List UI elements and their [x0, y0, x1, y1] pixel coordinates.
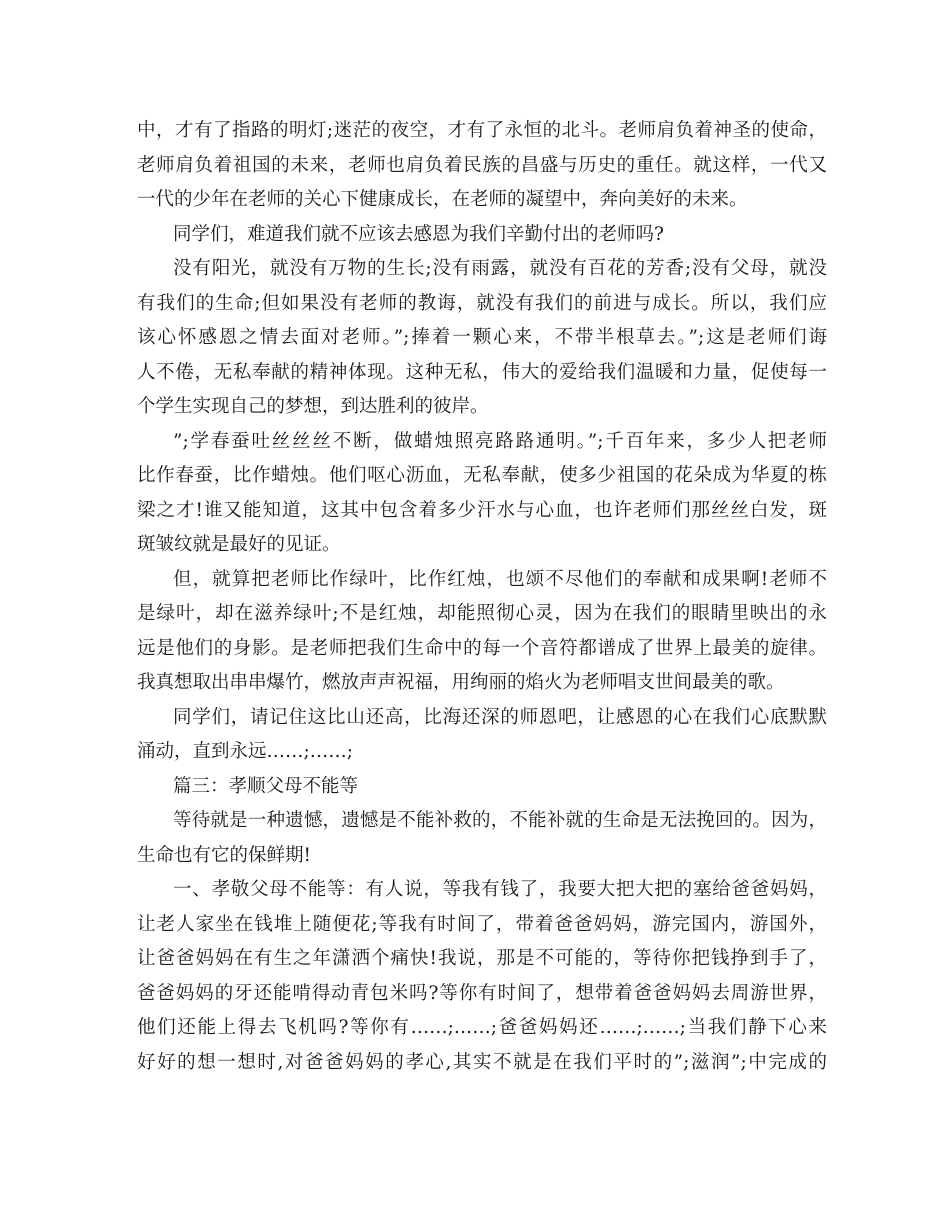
text-line: 让爸爸妈妈在有生之年潇洒个痛快!我说，那是不可能的，等待你把钱挣到手了， [137, 948, 827, 969]
text-line: 爸爸妈妈的牙还能啃得动青包米吗?等你有时间了，想带着爸爸妈妈去周游世界， [137, 982, 827, 1004]
text-line: 有我们的生命;但如果没有老师的教诲，就没有我们的前进与成长。所以，我们应 [137, 292, 827, 314]
text-line: 比作春蚕，比作蜡烛。他们呕心沥血，无私奉献，使多少祖国的花朵成为华夏的栋 [137, 465, 827, 486]
paragraph [137, 114, 827, 218]
text-line: 让老人家坐在钱堆上随便花;等我有时间了，带着爸爸妈妈，游完国内，游国外， [137, 913, 827, 935]
paragraph [137, 252, 827, 425]
paragraph [137, 218, 827, 253]
paragraph [137, 425, 827, 563]
paragraph [137, 804, 827, 873]
text-line: 没有阳光，就没有万物的生长;没有雨露，就没有百花的芳香;没有父母，就没 [173, 258, 827, 279]
text-line: 涌动，直到永远……;……; [137, 741, 353, 762]
text-line: 篇三：孝顺父母不能等 [173, 775, 359, 797]
text-line: 老师肩负着祖国的未来，老师也肩负着民族的昌盛与历史的重任。就这样，一代又 [137, 154, 827, 176]
paragraph [137, 873, 827, 1080]
text-line: 同学们，请记住这比山还高，比海还深的师恩吧，让感恩的心在我们心底默默 [173, 706, 827, 728]
text-line: 梁之才!谁又能知道，这其中包含着多少汗水与心血，也许老师们那丝丝白发，斑 [137, 499, 827, 521]
text-line: 该心怀感恩之情去面对老师。”;捧着一颗心来，不带半根草去。”;这是老师们诲 [137, 327, 827, 348]
text-line: ”;学春蚕吐丝丝丝不断，做蜡烛照亮路路通明。”;千百年来，多少人把老师 [173, 430, 827, 452]
text-line: 是绿叶，却在滋养绿叶;不是红烛，却能照彻心灵，因为在我们的眼睛里映出的永 [137, 603, 827, 624]
text-line: 但，就算把老师比作绿叶，比作红烛，也颂不尽他们的奉献和成果啊!老师不 [173, 568, 827, 590]
document-body [137, 114, 827, 1080]
text-line: 一代的少年在老师的关心下健康成长，在老师的凝望中，奔向美好的未来。 [137, 189, 748, 210]
text-line: 我真想取出串串爆竹，燃放声声祝福，用绚丽的焰火为老师唱支世间最美的歌。 [137, 672, 785, 693]
text-line: 人不倦，无私奉献的精神体现。这种无私，伟大的爱给我们温暖和力量，促使每一 [137, 361, 827, 383]
text-line: 生命也有它的保鲜期! [137, 844, 311, 866]
paragraph [137, 770, 827, 805]
text-line: 等待就是一种遗憾，遗憾是不能补救的，不能补就的生命是无法挽回的。因为， [173, 810, 827, 831]
paragraph [137, 701, 827, 770]
text-line: 同学们，难道我们就不应该去感恩为我们辛勤付出的老师吗? [173, 223, 664, 245]
text-line: 远是他们的身影。是老师把我们生命中的每一个音符都谱成了世界上最美的旋律。 [137, 637, 827, 659]
text-line: 他们还能上得去飞机吗?等你有……;……;爸爸妈妈还……;……;当我们静下心来 [137, 1017, 827, 1038]
text-line: 个学生实现自己的梦想，到达胜利的彼岸。 [137, 396, 489, 417]
text-line: 一、孝敬父母不能等：有人说，等我有钱了，我要大把大把的塞给爸爸妈妈， [173, 879, 827, 900]
paragraph [137, 563, 827, 701]
text-line: 斑皱纹就是最好的见证。 [137, 534, 341, 555]
text-line: 好好的想一想时,对爸爸妈妈的孝心,其实不就是在我们平时的”;滋润”;中完成的 [137, 1051, 827, 1073]
text-line: 中，才有了指路的明灯;迷茫的夜空，才有了永恒的北斗。老师肩负着神圣的使命， [137, 120, 827, 141]
